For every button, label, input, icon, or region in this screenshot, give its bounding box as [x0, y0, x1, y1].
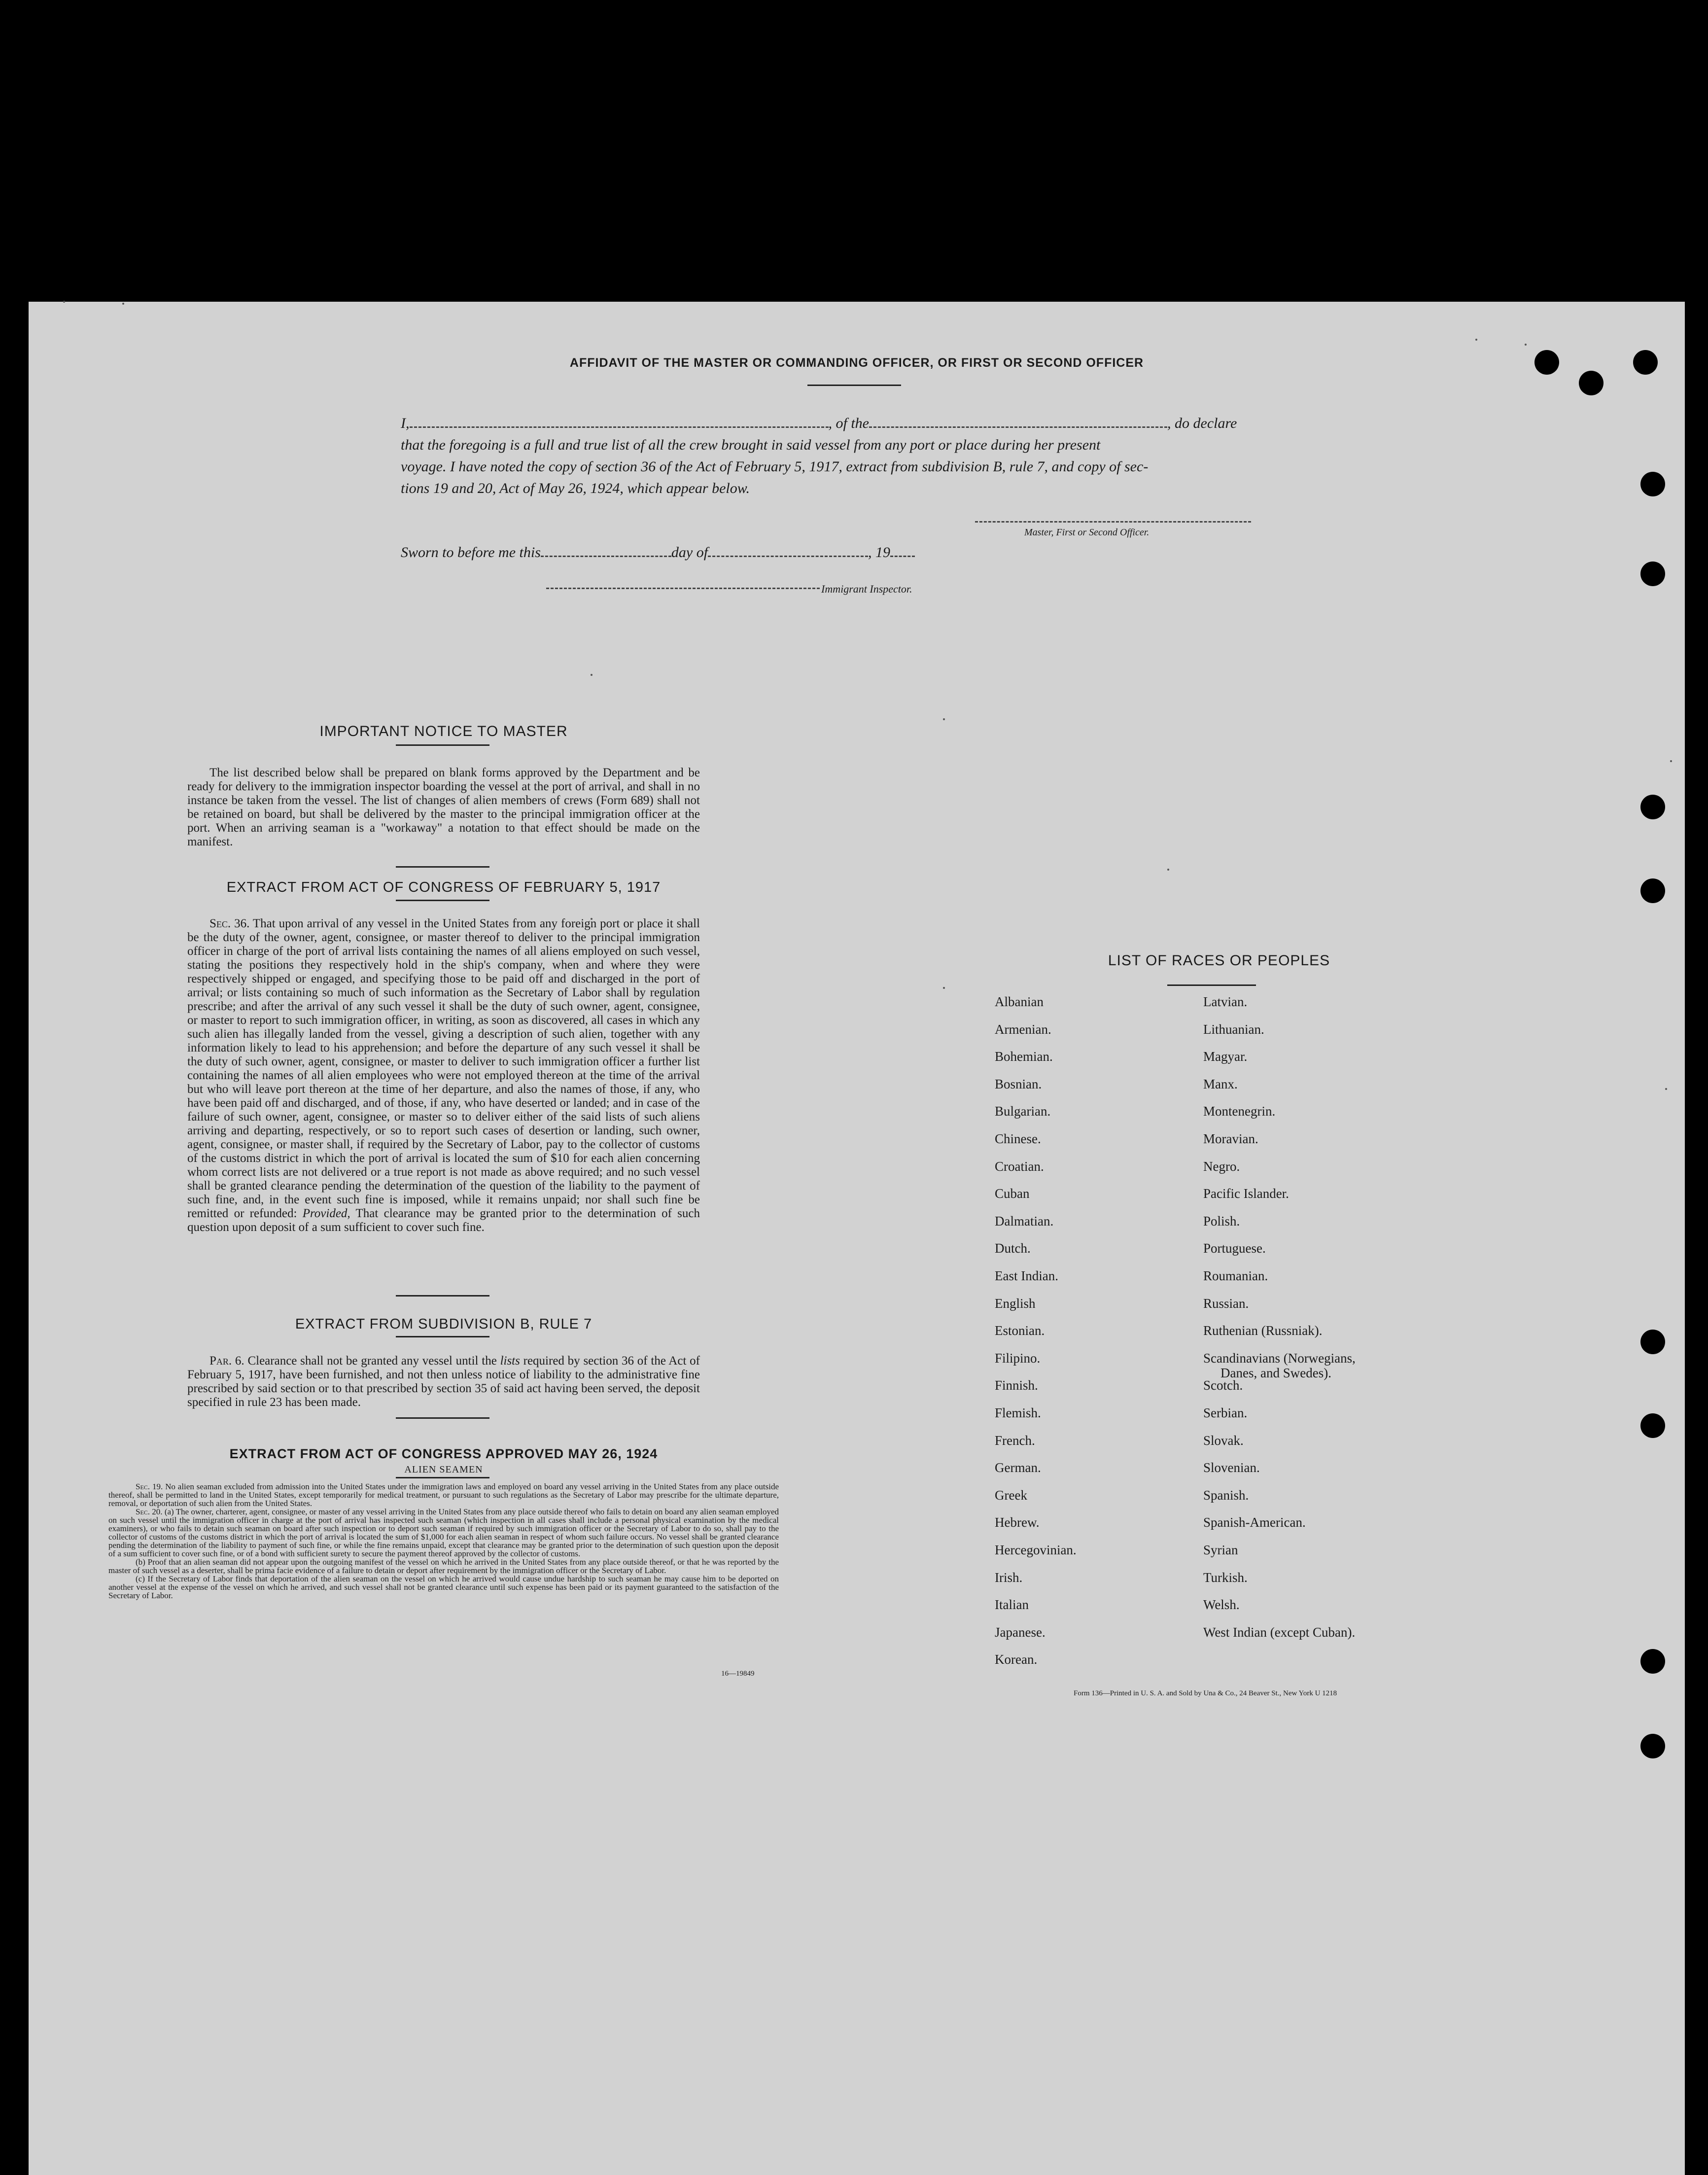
affidavit-heading: AFFIDAVIT OF THE MASTER OR COMMANDING OFFICER, OR FIRST OR SECOND OFFICER [569, 356, 1144, 370]
race-right-item: Manx. [1203, 1077, 1238, 1091]
of-the-label: of the [836, 415, 869, 431]
inspector-signature-line[interactable] [546, 588, 820, 589]
sec19-label: Sec. 19. [136, 1482, 163, 1491]
speck [943, 987, 945, 989]
sec36-body: That upon arrival of any vessel in the United States from any foreign port or place it shall be the duty of the owner, agent, consignee, or master thereof to deliver to the principal immigration officer in charge of the port of arrival lists containing the names of all aliens employed on such vessel, stating the positions they respectively hold in the ship's company, when and where they were respectively shipped or engaged, and specifying those to be paid off and discharged in the port of arrival; or lists containing so much of such information as the Secretary of Labor shall by regulation prescribe; and after the arrival of any such vessel it shall be the duty of such owner, agent, consignee, or master to report to such immigration officer, in writing, as soon as discovered, all cases in which any such alien has illegally landed from the vessel, giving a description of such alien, together with any information likely to lead to his apprehension; and before the departure of any such vessel it shall be the duty of such owner, agent, consignee, or master to deliver to such immigration officer a further list containing the names of all alien employees who were not employed thereon at the time of the arrival but who will leave port thereon at the time of her departure, and also the names of those, if any, who have been paid off and discharged, and of those, if any, who have deserted or landed; and in case of the failure of such owner, agent, consignee, or master so to deliver either of the said lists of such aliens arriving and departing, respectively, or so to report such cases of desertion or landing, such owner, agent, consignee, or master shall, if required by the Secretary of Labor, pay to the collector of customs of the customs district in which the port of arrival is located the sum of $10 for each alien concerning whom correct lists are not delivered or a true report is not made as above required; and no such vessel shall be granted clearance pending the determination of the question of the liability to the payment of such fine, and, in the event such fine is imposed, while it remains unpaid; nor shall such fine be remitted or refunded: [187, 917, 700, 1220]
day-of-label: day of [671, 544, 708, 561]
race-right-item: Spanish-American. [1203, 1515, 1306, 1530]
race-left-item: Italian [995, 1597, 1029, 1612]
provided-text: That clearance may be granted prior to the determination of such question upon deposit of a sum sufficient to cover such fine. [187, 1207, 700, 1234]
act1917-heading: EXTRACT FROM ACT OF CONGRESS OF FEBRUARY 5, 1917 [226, 879, 661, 895]
race-left-item: Korean. [995, 1652, 1038, 1667]
sec20c-body: (c) If the Secretary of Labor finds that deportation of the alien seaman on the vessel on which he arrived would cause undue hardship to such seaman he may cause him to be deported on another vessel at the expense of the vessel on which he arrived, and such vessel shall not be granted clearance until such expense has been paid or its payment guaranteed to the satisfaction of the Secretary of Labor. [108, 1574, 779, 1600]
affidavit-line2: voyage. I have noted the copy of section 36 of the Act of February 5, 1917, extract from subdivision B, rule 7, and copy of sec- [401, 458, 1149, 475]
notice-rule [396, 744, 489, 746]
punch-hole [1640, 1330, 1665, 1354]
race-left-item: Flemish. [995, 1405, 1041, 1420]
race-left-item: Armenian. [995, 1022, 1051, 1037]
race-right-item: West Indian (except Cuban). [1203, 1625, 1356, 1640]
race-left-item: Hercegovinian. [995, 1543, 1077, 1557]
section-rule [396, 1417, 489, 1419]
punch-hole [1640, 1734, 1665, 1758]
i-label: I, [401, 415, 410, 431]
speck [1167, 869, 1169, 871]
race-left-item: Albanian [995, 994, 1044, 1009]
races-list [995, 994, 1488, 1667]
race-right-item: Slovenian. [1203, 1460, 1260, 1475]
speck [1665, 1088, 1667, 1090]
par6-label: Par. 6. [209, 1354, 244, 1368]
affidavit-text: I, , of the , do declare that the foregoing is a full and true list of all the crew brought in said vessel from any port or place during her present voyage. I have noted the copy of section 36 of the Act of February 5, 1917, extract from subdivision B, rule 7, and copy of sec- tions 19 and 20, Act of May 26, 1924, which appear below. [401, 413, 1308, 499]
provided-label: Provided, [302, 1207, 350, 1220]
section-rule [396, 1295, 489, 1297]
race-right-item: Syrian [1203, 1543, 1238, 1557]
punch-hole [1640, 561, 1665, 586]
race-right-item: Montenegrin. [1203, 1104, 1276, 1119]
document-page [29, 302, 1685, 2175]
sec19-body: No alien seaman excluded from admission into the United States under the immigration laws and employed on board any vessel arriving in the United States from any place outside thereof, shall be permitted to land in the United States, except temporarily for medical treatment, or pursuant to such regulations as the Secretary of Labor may prescribe for the ultimate departure, removal, or deportation of such alien from the United States. [108, 1482, 779, 1508]
race-right-item: Slovak. [1203, 1433, 1244, 1448]
sworn-day-field[interactable] [541, 546, 671, 557]
races-rule [1167, 984, 1256, 986]
race-left-item: Cuban [995, 1186, 1030, 1201]
act1924-subheading: ALIEN SEAMEN [404, 1464, 483, 1475]
punch-hole [1640, 472, 1665, 496]
sec36-label: Sec. 36. [209, 917, 250, 930]
race-right-item: Russian. [1203, 1296, 1249, 1311]
sworn-month-field[interactable] [708, 546, 868, 557]
race-right-item: Scandinavians (Norwegians, [1203, 1351, 1356, 1366]
section-rule [396, 866, 489, 868]
race-right-item: Latvian. [1203, 994, 1248, 1009]
race-right-item: Scotch. [1203, 1378, 1243, 1393]
notice-heading: IMPORTANT NOTICE TO MASTER [319, 723, 568, 739]
do-declare-label: do declare [1175, 415, 1237, 431]
race-left-item: Bosnian. [995, 1077, 1042, 1091]
race-right-item: Negro. [1203, 1159, 1240, 1174]
race-right-item: Moravian. [1203, 1131, 1258, 1146]
race-right-item: Spanish. [1203, 1488, 1249, 1503]
race-right-item: Welsh. [1203, 1597, 1240, 1612]
act1917-section [187, 917, 700, 1234]
rule7-heading: EXTRACT FROM SUBDIVISION B, RULE 7 [295, 1316, 593, 1332]
year-prefix: 19 [875, 544, 891, 561]
race-right-item: Turkish. [1203, 1570, 1248, 1585]
par6-after: required by section 36 of the Act of February 5, 1917, have been furnished, and not then unless notice of liability to the administrative fine prescribed by said section or to that prescribed by section 35 of said act having been served, the deposit specified in rule 23 has been made. [187, 1354, 700, 1409]
race-left-item: Irish. [995, 1570, 1023, 1585]
punch-hole [1640, 795, 1665, 819]
master-caption: Master, First or Second Officer. [1024, 527, 1150, 538]
race-left-item: East Indian. [995, 1268, 1058, 1283]
sworn-label: Sworn to before me this [401, 544, 541, 561]
speck [591, 674, 593, 676]
race-left-item: Dalmatian. [995, 1214, 1054, 1228]
race-left-item: Chinese. [995, 1131, 1041, 1146]
race-right-item: Portuguese. [1203, 1241, 1266, 1256]
notice-body: The list described below shall be prepared on blank forms approved by the Department and be ready for delivery to the immigration inspector boarding the vessel at the port of arrival, and shall in no instance be taken from the vessel. The list of changes of alien members of crews (Form 689) shall not be retained on board, but shall be delivered by the master to the principal immigration officer at the port. When an arriving seaman is a "workaway" a notation to that effect should be made on the manifest. [187, 766, 700, 848]
race-right-item: Pacific Islander. [1203, 1186, 1289, 1201]
speck [122, 303, 124, 305]
race-left-item: Bohemian. [995, 1049, 1053, 1064]
race-left-item: French. [995, 1433, 1035, 1448]
race-left-item: English [995, 1296, 1036, 1311]
punch-hole [1640, 1413, 1665, 1438]
sworn-year-field[interactable] [890, 546, 915, 557]
rule7-paragraph [187, 1354, 700, 1409]
rule7-rule [396, 1336, 489, 1337]
master-signature-line[interactable] [975, 521, 1251, 523]
race-left-item: Japanese. [995, 1625, 1046, 1640]
print-code: 16—19849 [721, 1670, 755, 1678]
speck [943, 718, 945, 720]
act1924-body [108, 1482, 779, 1600]
race-left-item: German. [995, 1460, 1041, 1475]
speck [1670, 760, 1672, 762]
punch-hole [1640, 1649, 1665, 1674]
speck [1525, 344, 1527, 346]
race-left-item: Bulgarian. [995, 1104, 1051, 1119]
act1924-heading: EXTRACT FROM ACT OF CONGRESS APPROVED MAY 26, 1924 [229, 1446, 658, 1461]
race-right-item: Magyar. [1203, 1049, 1248, 1064]
vessel-field[interactable] [869, 417, 1167, 428]
act1917-rule [396, 900, 489, 901]
race-left-item: Greek [995, 1488, 1027, 1503]
race-right-item: Polish. [1203, 1214, 1240, 1228]
affidavit-line3: tions 19 and 20, Act of May 26, 1924, which appear below. [401, 480, 750, 496]
speck [1475, 339, 1477, 341]
race-right-item: Ruthenian (Russniak). [1203, 1323, 1323, 1338]
races-heading: LIST OF RACES OR PEOPLES [1108, 952, 1330, 969]
punch-hole [1640, 878, 1665, 903]
race-left-item: Croatian. [995, 1159, 1044, 1174]
race-left-item: Dutch. [995, 1241, 1031, 1256]
inspector-caption: Immigrant Inspector. [821, 583, 912, 595]
race-left-item: Estonian. [995, 1323, 1045, 1338]
race-right-item: Serbian. [1203, 1405, 1248, 1420]
sec20b-body: (b) Proof that an alien seaman did not appear upon the outgoing manifest of the vessel on which he arrived in the United States from any place outside thereof, or that he was reported by the master of such vessel as a deserter, shall be prima facie evidence of a failure to detain or deport after requirement by the immigration officer or the Secretary of Labor. [108, 1557, 779, 1575]
punch-hole [1579, 371, 1603, 395]
race-right-item: Lithuanian. [1203, 1022, 1264, 1037]
name-field[interactable] [410, 417, 829, 428]
race-left-item: Finnish. [995, 1378, 1038, 1393]
race-right-item: Danes, and Swedes). [1220, 1366, 1331, 1380]
sworn-line: Sworn to before me this day of , 19 [401, 544, 915, 561]
affidavit-line1: that the foregoing is a full and true list of all the crew brought in said vessel from any port or place during her present [401, 437, 1101, 453]
race-left-item: Hebrew. [995, 1515, 1040, 1530]
lists-word: lists [500, 1354, 520, 1368]
form-printer-line: Form 136—Printed in U. S. A. and Sold by Una & Co., 24 Beaver St., New York U 1218 [1074, 1689, 1337, 1697]
race-right-item: Roumanian. [1203, 1268, 1268, 1283]
heading-rule [807, 385, 901, 386]
par6-before: Clearance shall not be granted any vessel until the [247, 1354, 497, 1368]
race-left-item: Filipino. [995, 1351, 1041, 1366]
act1924-rule [396, 1477, 489, 1478]
sec20-label: Sec. 20. [136, 1507, 163, 1516]
sec20a-body: (a) The owner, charterer, agent, consignee, or master of any vessel arriving in the United States from any place outside thereof who fails to detain on board any alien seaman employed on such vessel until the immigration officer in charge at the port of arrival has inspected such seaman (which inspection in all cases shall include a personal physical examination by the medical examiners), or who fails to detain such seaman on board after such inspection or to deport such seaman if required by such immigration officer or the Secretary of Labor to do so, shall pay to the collector of customs of the customs district in which the port of arrival is located the sum of $1,000 for each alien seaman in respect of whom such failure occurs. No vessel shall be granted clearance pending the determination of the liability to payment of such fine, or while the fine remains unpaid, except that clearance may be granted prior to the determination of such question upon the deposit of a sum sufficient to cover such fine, or of a bond with sufficient surety to secure the payment thereof approved by the collector of customs. [108, 1507, 779, 1558]
speck [63, 301, 65, 303]
